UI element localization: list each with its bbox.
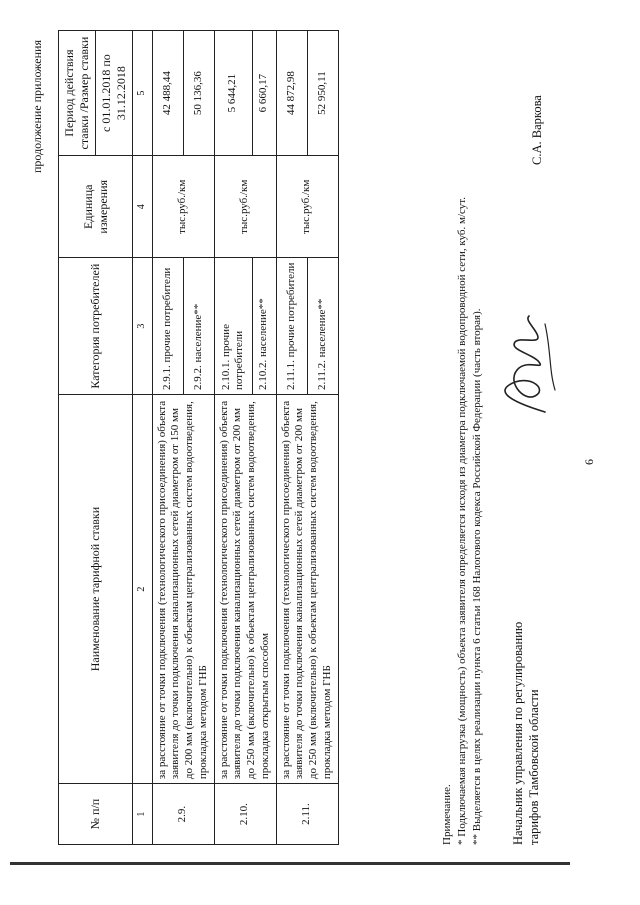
row-name: за расстояние от точки подключения (технологического присоединения) объекта заявителя до точки подключения канализационных сетей диаметром от 200 мм до 250 мм (включительно) к объектам централизованных систем водоотведения, прокладка методом ГНБ bbox=[276, 394, 338, 783]
row-unit: тыс.руб./км bbox=[152, 156, 214, 258]
signature-position bbox=[510, 622, 543, 845]
header-unit: Единица измерения bbox=[59, 156, 133, 258]
row-rate: 44 872,98 bbox=[276, 31, 307, 156]
table-row bbox=[152, 31, 183, 845]
col-number: 1 bbox=[133, 784, 153, 845]
col-number: 3 bbox=[133, 258, 153, 395]
row-number: 2.10. bbox=[214, 784, 276, 845]
row-unit: тыс.руб./км bbox=[276, 156, 338, 258]
row-rate: 52 950,11 bbox=[307, 31, 338, 156]
row-number: 2.9. bbox=[152, 784, 214, 845]
row-name: за расстояние от точки подключения (технологического присоединения) объекта заявителя до точки подключения канализационных сетей диаметром от 150 мм до 200 мм (включительно) к объектам централизованных систем водоотведения, прокладка методом ГНБ bbox=[152, 394, 214, 783]
page-number: 6 bbox=[582, 459, 596, 465]
scan-edge-line bbox=[10, 862, 570, 865]
table-header-row bbox=[59, 31, 96, 845]
tariff-table bbox=[58, 30, 339, 845]
header-category: Категория потребителей bbox=[59, 258, 133, 395]
position-line-1: Начальник управления по регулированию bbox=[511, 621, 525, 845]
row-rate: 42 488,44 bbox=[152, 31, 183, 156]
row-category: 2.10.1. прочие потребители bbox=[214, 258, 253, 395]
row-category: 2.11.1. прочие потребители bbox=[276, 258, 307, 395]
row-category: 2.10.2. население** bbox=[253, 258, 276, 395]
row-number: 2.11. bbox=[276, 784, 338, 845]
signer-name: С.А. Варкова bbox=[530, 95, 544, 165]
header-num: № п/п bbox=[59, 784, 133, 845]
row-rate: 6 660,17 bbox=[253, 31, 276, 156]
row-rate: 50 136,36 bbox=[183, 31, 214, 156]
col-number: 5 bbox=[133, 31, 153, 156]
col-number: 2 bbox=[133, 394, 153, 783]
row-unit: тыс.руб./км bbox=[214, 156, 276, 258]
header-name: Наименование тарифной ставки bbox=[59, 394, 133, 783]
note-2: ** Выделяется в целях реализации пункта 6 статьи 168 Налогового кодекса Российской Федерации (часть вторая). bbox=[470, 308, 483, 845]
row-name: за расстояние от точки подключения (технологического присоединения) объекта заявителя до точки подключения канализационных сетей диаметром от 200 мм до 250 мм (включительно) к объектам централизованных систем водоотведения, прокладка открытым способом bbox=[214, 394, 276, 783]
table-row bbox=[214, 31, 253, 845]
position-line-2: тарифов Тамбовской области bbox=[527, 689, 542, 845]
row-category: 2.9.1. прочие потребители bbox=[152, 258, 183, 395]
table-row bbox=[276, 31, 307, 845]
handwritten-signature bbox=[485, 310, 565, 420]
header-period-rate: Период действия ставки /Размер ставки bbox=[59, 31, 96, 156]
row-category: 2.9.2. население** bbox=[183, 258, 214, 395]
note-1: * Подключаемая нагрузка (мощность) объекта заявителя определяется исходя из диаметра подключаемой водопроводной сети, куб. м/сут. bbox=[455, 196, 468, 845]
row-rate: 5 644,21 bbox=[214, 31, 253, 156]
column-numbers-row bbox=[133, 31, 153, 845]
notes-title: Примечание. bbox=[441, 784, 453, 845]
row-category: 2.11.2. население** bbox=[307, 258, 338, 395]
header-period-value: с 01.01.2018 по 31.12.2018 bbox=[96, 31, 133, 156]
notes-section bbox=[440, 197, 485, 845]
continuation-label: продолжение приложения bbox=[30, 40, 44, 173]
col-number: 4 bbox=[133, 156, 153, 258]
